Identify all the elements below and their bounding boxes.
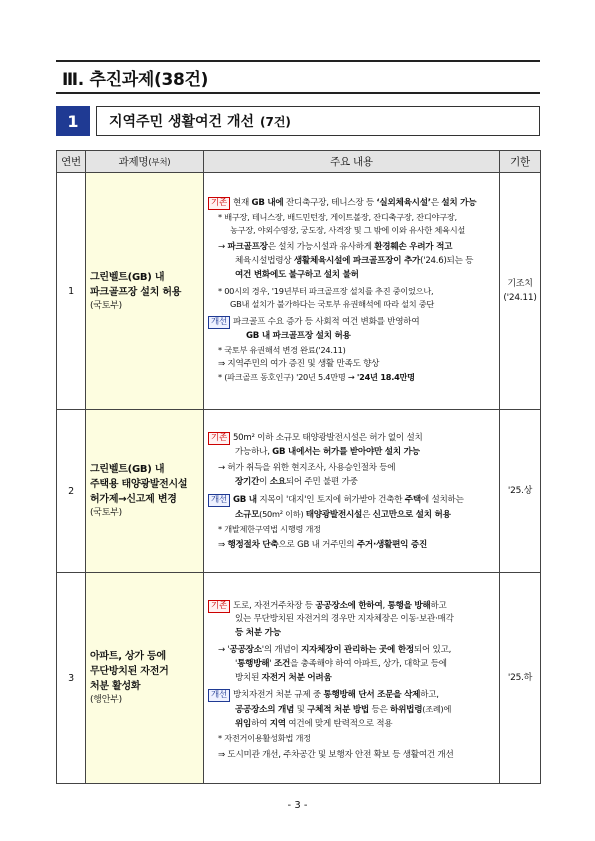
- section-title-bar: [56, 60, 540, 94]
- text: 파크골프장: [227, 242, 268, 253]
- text: '의 개념이: [261, 645, 302, 655]
- header-task: [86, 151, 204, 173]
- task-name-line: 처분 활성화: [90, 681, 141, 692]
- content-line: ⇒ 지역주민의 여가 증진 및 생활 만족도 향상: [218, 358, 380, 369]
- text: (50m² 이하): [259, 508, 306, 519]
- text: 을 충족해야 하여 아파트, 상가, 대학교 등에: [290, 658, 447, 669]
- task-dept: (국토부): [90, 300, 122, 311]
- due-cell: [500, 573, 541, 784]
- content-line: ⇒ 도시미관 개선, 주차공간 및 보행자 안전 확보 등 생활여건 개선: [218, 749, 454, 760]
- task-name-line: 아파트, 상가 등에: [90, 651, 166, 662]
- text: 에 설치하는: [420, 495, 464, 505]
- text: 은: [362, 509, 373, 520]
- header-no: 연번: [57, 151, 86, 173]
- text: 장기간: [235, 477, 260, 488]
- text: ‘실외체육시설’: [376, 197, 431, 208]
- text: 이: [259, 477, 270, 488]
- text: 통행방해 단서 조문을 삭제: [323, 690, 421, 701]
- content-line: 등 처분 가능: [235, 628, 281, 639]
- table-row: [57, 173, 541, 410]
- text: 되어 주민 불편 가중: [285, 477, 358, 488]
- content-line: [208, 197, 495, 211]
- text: ': [269, 658, 274, 669]
- text: 위임: [235, 718, 252, 729]
- tag-after: 개선: [208, 494, 230, 507]
- content-cell: [204, 410, 500, 573]
- tag-before: 기존: [208, 600, 230, 613]
- text: 파크골프 수요 증가 등 사회적 여건 변화를 반영하여: [232, 317, 420, 328]
- text: GB 내에: [251, 197, 284, 208]
- content-line: [208, 316, 495, 330]
- tag-after: 개선: [208, 689, 230, 702]
- text: 등은: [368, 705, 391, 716]
- content-line: [208, 658, 495, 672]
- text: 주거·생활편익 증진: [356, 540, 428, 551]
- text: ⇒: [218, 540, 228, 551]
- content-line: → 허가 취득을 위한 현지조사, 사용승인절차 등에: [218, 463, 396, 474]
- text: 은: [430, 197, 442, 208]
- text: 통행을 방해: [387, 600, 431, 611]
- text: ': [235, 658, 238, 669]
- text: 구체적 처분 방법: [307, 705, 369, 716]
- text: 신고만으로 설치 허용: [372, 509, 451, 520]
- tag-after: 개선: [208, 316, 230, 329]
- due-line: '25.상: [507, 486, 533, 496]
- subsection-title: 지역주민 생활여건 개선: [109, 114, 254, 130]
- text: →: [218, 242, 228, 253]
- due-cell: [500, 410, 541, 573]
- row-number: 3: [57, 573, 86, 784]
- table-header-row: [57, 151, 541, 173]
- text: 소규모: [235, 509, 260, 520]
- task-name-line: 파크골프장 설치 허용: [90, 286, 182, 298]
- task-name-line: 그린벨트(GB) 내: [90, 464, 165, 475]
- text: 지역: [269, 718, 286, 729]
- header-task-label: 과제명: [118, 156, 149, 168]
- task-table: [56, 150, 541, 784]
- task-dept: (국토부): [90, 508, 122, 518]
- text: 소요: [269, 477, 286, 488]
- content-cell: [204, 573, 500, 784]
- row-number: 2: [57, 410, 86, 573]
- due-line: 기조치: [507, 279, 533, 289]
- header-due: 기한: [500, 151, 541, 173]
- text: 도로, 자전거주차장 등: [232, 600, 316, 611]
- text: 환경훼손 우려가 적고: [374, 242, 453, 253]
- text: 현재: [232, 197, 252, 208]
- content-line: [208, 689, 495, 703]
- content-line: [208, 672, 495, 686]
- text: 되어 있고,: [413, 645, 452, 655]
- content-line: [208, 476, 495, 490]
- due-line: ('24.11): [503, 293, 537, 303]
- content-line: [208, 718, 495, 732]
- row-number: 1: [57, 173, 86, 410]
- due-line: '25.하: [507, 673, 533, 683]
- text: 으로 GB 내 거주민의: [278, 540, 357, 551]
- section-title: Ⅲ. 추진과제(38건): [62, 69, 209, 90]
- text: 설치 가능: [441, 197, 477, 208]
- content-note: [208, 371, 495, 385]
- text: (조례)에: [422, 704, 452, 715]
- text: 가능하나,: [235, 446, 273, 457]
- task-name-line: 무단방치된 자전거: [90, 666, 169, 677]
- text: 주택: [404, 495, 421, 505]
- text: 하여: [251, 718, 270, 729]
- text: 지자체장이 관리하는 곳에 한정: [301, 645, 414, 655]
- text: 하고,: [420, 690, 439, 701]
- text: '24년 18.4만명: [356, 372, 415, 383]
- content-note: * 국토부 유권해석 변경 완료('24.11): [218, 344, 346, 355]
- text: 및: [294, 705, 308, 716]
- text: 공공장소에 한하여: [315, 600, 383, 611]
- content-note: * 개발제한구역법 시행령 개정: [218, 523, 321, 534]
- task-cell: [86, 173, 204, 410]
- text: 하고: [430, 600, 447, 611]
- content-note: GB내 설치가 불가하다는 국토부 유권해석에 따라 설치 중단: [230, 299, 435, 310]
- page-number: - 3 -: [287, 800, 308, 811]
- content-line: [208, 644, 495, 658]
- text: 생활체육시설에 파크골프장이 추가: [293, 256, 421, 266]
- text: 행정절차 단축: [227, 540, 279, 551]
- content-cell: [204, 173, 500, 410]
- text: GB 내에서는 허가를 받아야만 설치 가능: [272, 446, 420, 457]
- task-name-line: 허가제→신고제 변경: [90, 494, 177, 505]
- content-line: 있는 무단방치된 자전거의 경우만 지자체장은 이동·보관·매각: [235, 614, 454, 625]
- text: 하위법령: [390, 705, 423, 716]
- task-dept: (행안부): [90, 695, 122, 705]
- subsection-count: (7건): [260, 114, 291, 129]
- text: 공공장소: [229, 645, 262, 655]
- text: 자전거 처분 어려움: [261, 672, 332, 683]
- text: 여건에 맞게 탄력적으로 적용: [285, 718, 393, 729]
- text: ,: [382, 600, 388, 611]
- text: 50m² 이하 소규모 태양광발전시설은 허가 없이 설치: [232, 432, 423, 443]
- subsection-number: 1: [56, 106, 90, 136]
- header-content: 주요 내용: [204, 151, 500, 173]
- task-cell: [86, 410, 204, 573]
- text: GB 내: [232, 495, 257, 505]
- content-line: [208, 703, 495, 718]
- header-task-dept: (부처): [148, 158, 171, 168]
- text: 조건: [273, 658, 291, 669]
- content-line: [208, 446, 495, 460]
- subsection-header: [56, 106, 540, 136]
- text: ('24.6)되는 등: [420, 256, 474, 266]
- content-line: 여건 변화에도 불구하고 설치 불허: [235, 269, 359, 280]
- text: 은 설치 가능시설과 유사하게: [267, 242, 375, 253]
- tag-before: 기존: [208, 432, 230, 445]
- text: 체육시설법령상: [235, 256, 294, 266]
- content-line: [208, 600, 495, 614]
- text: 방치자전거 처분 규제 중: [232, 690, 324, 701]
- task-name-line: 그린벨트(GB) 내: [90, 271, 165, 283]
- content-line: [208, 255, 495, 269]
- content-line: [208, 432, 495, 446]
- task-cell: [86, 573, 204, 784]
- content-line: [208, 241, 495, 255]
- content-note: * 배구장, 테니스장, 배드민턴장, 게이트볼장, 잔디축구장, 잔디야구장,: [218, 211, 457, 222]
- text: 지목이 '대지'인 토지에 허가받아 건축한: [256, 495, 405, 505]
- table-row: [57, 410, 541, 573]
- text: 태양광발전시설: [305, 509, 363, 520]
- content-note: * 자전거이용활성화법 개정: [218, 732, 311, 743]
- task-name-line: 주택용 태양광발전시설: [90, 479, 188, 490]
- content-note: 농구장, 야외수영장, 궁도장, 사격장 및 그 밖에 이와 유사한 체육시설: [230, 225, 466, 236]
- text: 통행방해: [237, 658, 270, 669]
- content-line: [208, 539, 495, 553]
- text: * (파크골프 동호인구) '20년 5.4만명 →: [218, 372, 357, 383]
- table-row: [57, 573, 541, 784]
- text: → ': [218, 645, 230, 655]
- content-line: GB 내 파크골프장 설치 허용: [246, 330, 351, 341]
- text: 방치된: [235, 672, 262, 683]
- text: 공공장소의 개념: [235, 705, 295, 716]
- subsection-title-box: [96, 106, 540, 136]
- tag-before: 기존: [208, 197, 230, 210]
- content-line: [208, 508, 495, 523]
- text: 잔디축구장, 테니스장 등: [283, 197, 377, 208]
- content-line: [208, 494, 495, 508]
- content-note: * 00시의 경우, '19년부터 파크골프장 설치를 추진 중이었으나,: [218, 285, 434, 296]
- due-cell: [500, 173, 541, 410]
